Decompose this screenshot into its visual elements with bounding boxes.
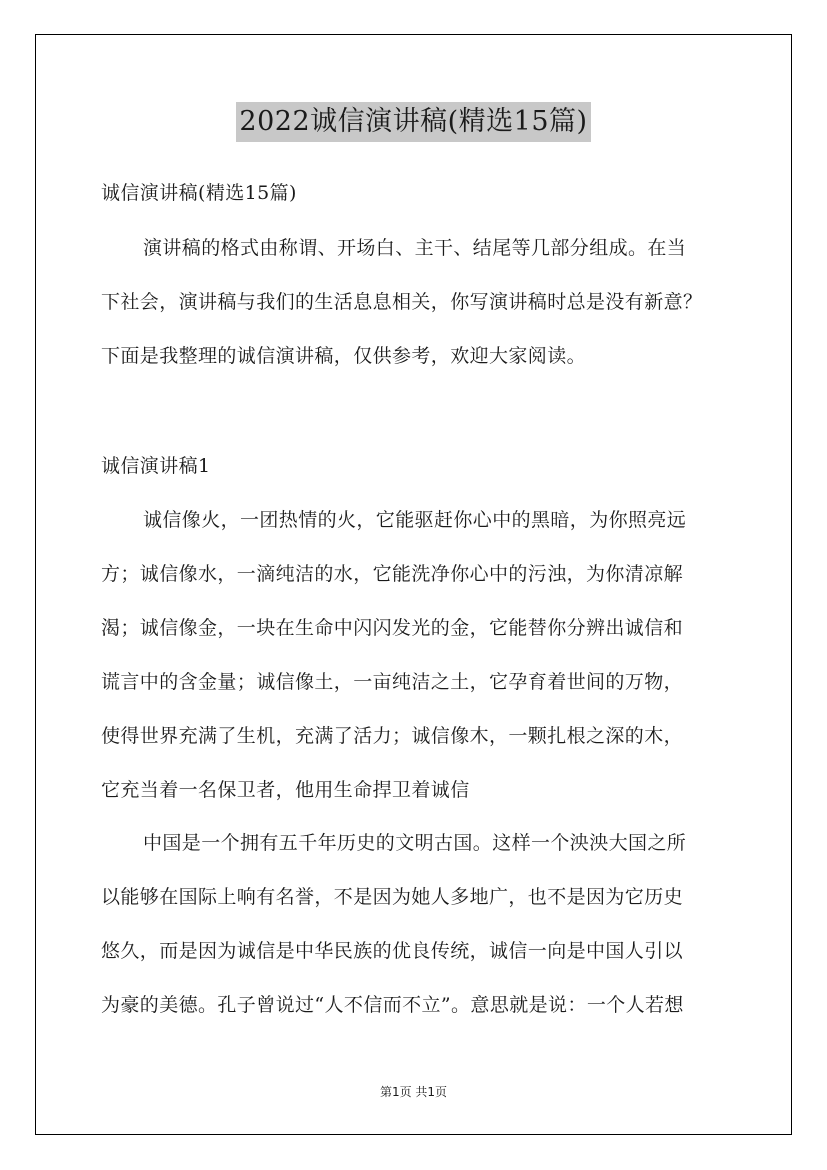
paragraph-line: 中国是一个拥有五千年历史的文明古国。这样一个泱泱大国之所 (143, 832, 687, 854)
document-title: 2022诚信演讲稿(精选15篇) (236, 102, 590, 142)
paragraph-line: 它充当着一名保卫者，他用生命捍卫着诚信 (101, 779, 470, 801)
section-heading: 诚信演讲稿1 (101, 455, 211, 477)
paragraph-line: 以能够在国际上响有名誉，不是因为她人多地广，也不是因为它历史 (101, 886, 684, 908)
paragraph-line: 悠久，而是因为诚信是中华民族的优良传统，诚信一向是中国人引以 (101, 940, 684, 962)
document-subtitle: 诚信演讲稿(精选15篇) (101, 182, 297, 204)
intro-line: 演讲稿的格式由称谓、开场白、主干、结尾等几部分组成。在当 (143, 237, 687, 259)
intro-line: 下面是我整理的诚信演讲稿，仅供参考，欢迎大家阅读。 (101, 345, 587, 367)
paragraph-line: 谎言中的含金量；诚信像土，一亩纯洁之土，它孕育着世间的万物， (101, 671, 684, 693)
paragraph-line: 渴；诚信像金，一块在生命中闪闪发光的金，它能替你分辨出诚信和 (101, 617, 684, 639)
paragraph-line: 方；诚信像水，一滴纯洁的水，它能洗净你心中的污浊，为你清凉解 (101, 563, 684, 585)
intro-line: 下社会，演讲稿与我们的生活息息相关，你写演讲稿时总是没有新意？ (101, 291, 703, 313)
paragraph-line: 使得世界充满了生机，充满了活力；诚信像木，一颗扎根之深的木， (101, 725, 684, 747)
page-number-footer: 第1页 共1页 (379, 1085, 448, 1099)
title-container (0, 102, 827, 142)
paragraph-line: 诚信像火，一团热情的火，它能驱赶你心中的黑暗，为你照亮远 (143, 509, 687, 531)
paragraph-line: 为豪的美德。孔子曾说过“人不信而不立”。意思就是说：一个人若想 (101, 994, 684, 1016)
